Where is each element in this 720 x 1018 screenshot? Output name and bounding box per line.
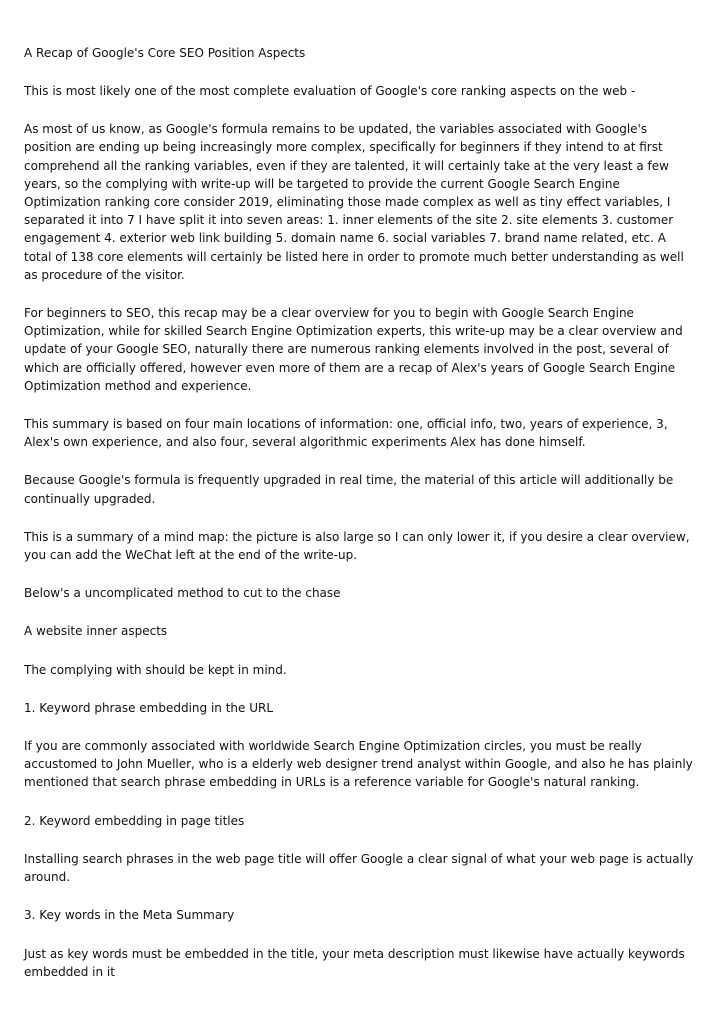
paragraph-mind-map: This is a summary of a mind map: the picture is also large so I can only lower it, if you desire a clear overview, you can add the WeChat left at the end of the write-up. <box>24 529 690 563</box>
paragraph-sources: This summary is based on four main locations of information: one, official info, two, years of experience, 3, Alex's own experience, and also four, several algorithmic experiments Alex has done himself. <box>24 417 668 450</box>
item-heading-meta-summary: 3. Key words in the Meta Summary <box>24 908 235 923</box>
section-heading-inner-aspects: A website inner aspects <box>24 624 168 639</box>
paragraph-page-title-signal: Installing search phrases in the web page title will offer Google a clear signal of what your web page is actually around. <box>24 851 694 885</box>
paragraph-overview: As most of us know, as Google's formula remains to be updated, the variables associated with Google's position are ending up being increasingly more complex, specifically for beginners if they intend to at first comprehend all the ranking variables, even if they are talented, it will certainly take at the very least a few years, so the complying with write-up will be targeted to provide the current Google Search Engine Optimization ranking core consider 2019, eliminating those made complex as well as tiny effect variables, I separated it into 7 I have split it into seven areas: 1. inner elements of the site 2. site elements 3. customer engagement 4. exterior web link building 5. domain name 6. social variables 7. brand name related, etc. A total of 138 core elements will certainly be listed here in order to promote much better understanding as well as procedure of the visitor. <box>24 122 684 282</box>
paragraph-updates: Because Google's formula is frequently upgraded in real time, the material of this article will additionally be continually upgraded. <box>24 473 674 506</box>
paragraph-beginners: For beginners to SEO, this recap may be a clear overview for you to begin with Google Search Engine Optimization, while for skilled Search Engine Optimization experts, this write-up may be a clear overview and update of your Google SEO, naturally there are numerous ranking elements involved in the post, several of which are officially offered, however even more of them are a recap of Alex's years of Google Search Engine Optimization method and experience. <box>24 306 683 393</box>
item-heading-page-titles: 2. Keyword embedding in page titles <box>24 813 245 828</box>
item-heading-url-keyword: 1. Keyword phrase embedding in the URL <box>24 700 274 715</box>
paragraph-cut-to-chase: Below's a uncomplicated method to cut to the chase <box>24 586 341 601</box>
paragraph-john-mueller: If you are commonly associated with worldwide Search Engine Optimization circles, you must be really accustomed to John Mueller, who is a elderly web designer trend analyst within Google, and also he has plainly mentioned that search phrase embedding in URLs is a reference variable for Google's natural ranking. <box>24 739 693 790</box>
paragraph-keep-in-mind: The complying with should be kept in mind. <box>24 662 287 677</box>
paragraph-meta-description: Just as key words must be embedded in the title, your meta description must likewise have actually keywords embedded in it <box>24 946 685 979</box>
paragraph-intro: This is most likely one of the most complete evaluation of Google's core ranking aspects on the web - <box>24 84 636 98</box>
document-title: A Recap of Google's Core SEO Position Aspects <box>24 46 306 60</box>
